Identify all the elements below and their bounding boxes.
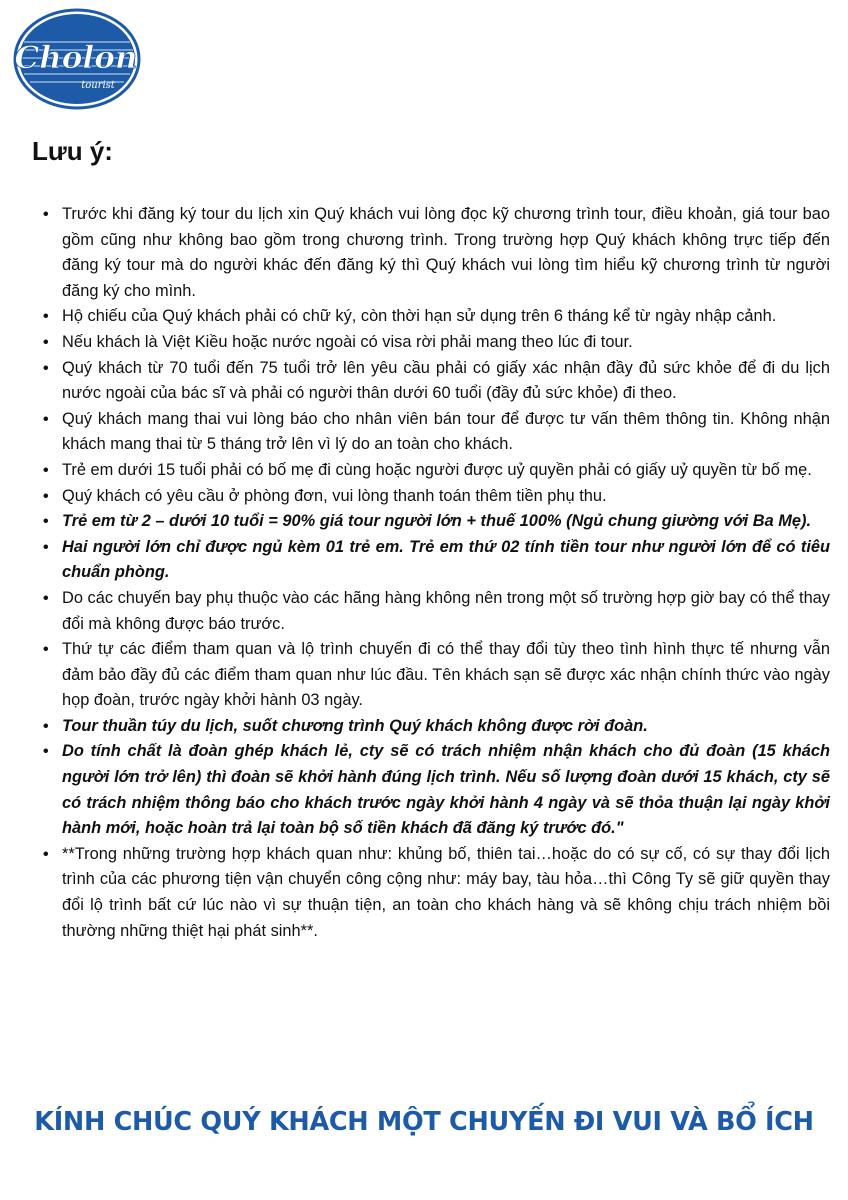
note-item: • Quý khách mang thai vui lòng báo cho nhân viên bán tour để được tư vấn thêm thông tin. Không nhận khách mang thai từ 5 tháng trở lên vì lý do an toàn cho khách.	[40, 407, 830, 458]
note-item: • Do tính chất là đoàn ghép khách lẻ, cty sẽ có trách nhiệm nhận khách cho đủ đoàn (15 khách người lớn trở lên) thì đoàn sẽ khởi hành đúng lịch trình. Nếu số lượng đoàn dưới 15 khách, cty sẽ có trách nhiệm thông báo cho khách trước ngày khởi hành 4 ngày và sẽ thỏa thuận lại ngày khởi hành mới, hoặc hoàn trả lại toàn bộ số tiền khách đã đăng ký trước đó."	[40, 739, 830, 841]
note-item: • Nếu khách là Việt Kiều hoặc nước ngoài có visa rời phải mang theo lúc đi tour.	[40, 330, 830, 356]
closing-message: KÍNH CHÚC QUÝ KHÁCH MỘT CHUYẾN ĐI VUI VÀ BỔ ÍCH	[34, 1107, 814, 1137]
logo-wordmark: Cholon	[14, 40, 138, 76]
note-item: • Quý khách có yêu cầu ở phòng đơn, vui lòng thanh toán thêm tiền phụ thu.	[40, 484, 830, 510]
page-title: Lưu ý:	[32, 136, 113, 166]
note-item: • Quý khách từ 70 tuổi đến 75 tuổi trở lên yêu cầu phải có giấy xác nhận đầy đủ sức khỏe để đi du lịch nước ngoài của bác sĩ và phải có người thân dưới 60 tuổi (đầy đủ sức khỏe) đi theo.	[40, 356, 830, 407]
note-item: • Trước khi đăng ký tour du lịch xin Quý khách vui lòng đọc kỹ chương trình tour, điều khoản, giá tour bao gồm cũng như không bao gồm trong chương trình. Trong trường hợp Quý khách không trực tiếp đến đăng ký tour mà do người khác đến đăng ký thì Quý khách vui lòng tìm hiểu kỹ chương trình từ người đăng ký cho mình.	[40, 202, 830, 304]
note-item: • Trẻ em từ 2 – dưới 10 tuổi = 90% giá tour người lớn + thuế 100% (Ngủ chung giường với Ba Mẹ).	[40, 509, 830, 535]
note-item: • Do các chuyến bay phụ thuộc vào các hãng hàng không nên trong một số trường hợp giờ bay có thể thay đổi mà không được báo trước.	[40, 586, 830, 637]
cholon-tourist-logo	[12, 8, 142, 110]
note-item: • Hộ chiếu của Quý khách phải có chữ ký, còn thời hạn sử dụng trên 6 tháng kể từ ngày nhập cảnh.	[40, 304, 830, 330]
note-item: • Trẻ em dưới 15 tuổi phải có bố mẹ đi cùng hoặc người được uỷ quyền phải có giấy uỷ quyền từ bố mẹ.	[40, 458, 830, 484]
logo-tagline: tourist	[81, 80, 115, 91]
note-item: • Thứ tự các điểm tham quan và lộ trình chuyến đi có thể thay đổi tùy theo tình hình thực tế nhưng vẫn đảm bảo đầy đủ các điểm tham quan như lúc đầu. Tên khách sạn sẽ được xác nhận chính thức vào ngày họp đoàn, trước ngày khởi hành 03 ngày.	[40, 637, 830, 714]
note-item: • Hai người lớn chỉ được ngủ kèm 01 trẻ em. Trẻ em thứ 02 tính tiền tour như người lớn để có tiêu chuẩn phòng.	[40, 535, 830, 586]
note-item: • **Trong những trường hợp khách quan như: khủng bố, thiên tai…hoặc do có sự cố, có sự thay đổi lịch trình của các phương tiện vận chuyển công cộng như: máy bay, tàu hỏa…thì Công Ty sẽ giữ quyền thay đổi lộ trình bất cứ lúc nào vì sự thuận tiện, an toàn cho khách hàng và sẽ không chịu trách nhiệm bồi thường những thiệt hại phát sinh**.	[40, 842, 830, 944]
note-item: • Tour thuần túy du lịch, suốt chương trình Quý khách không được rời đoàn.	[40, 714, 830, 740]
notes-list	[40, 202, 830, 944]
